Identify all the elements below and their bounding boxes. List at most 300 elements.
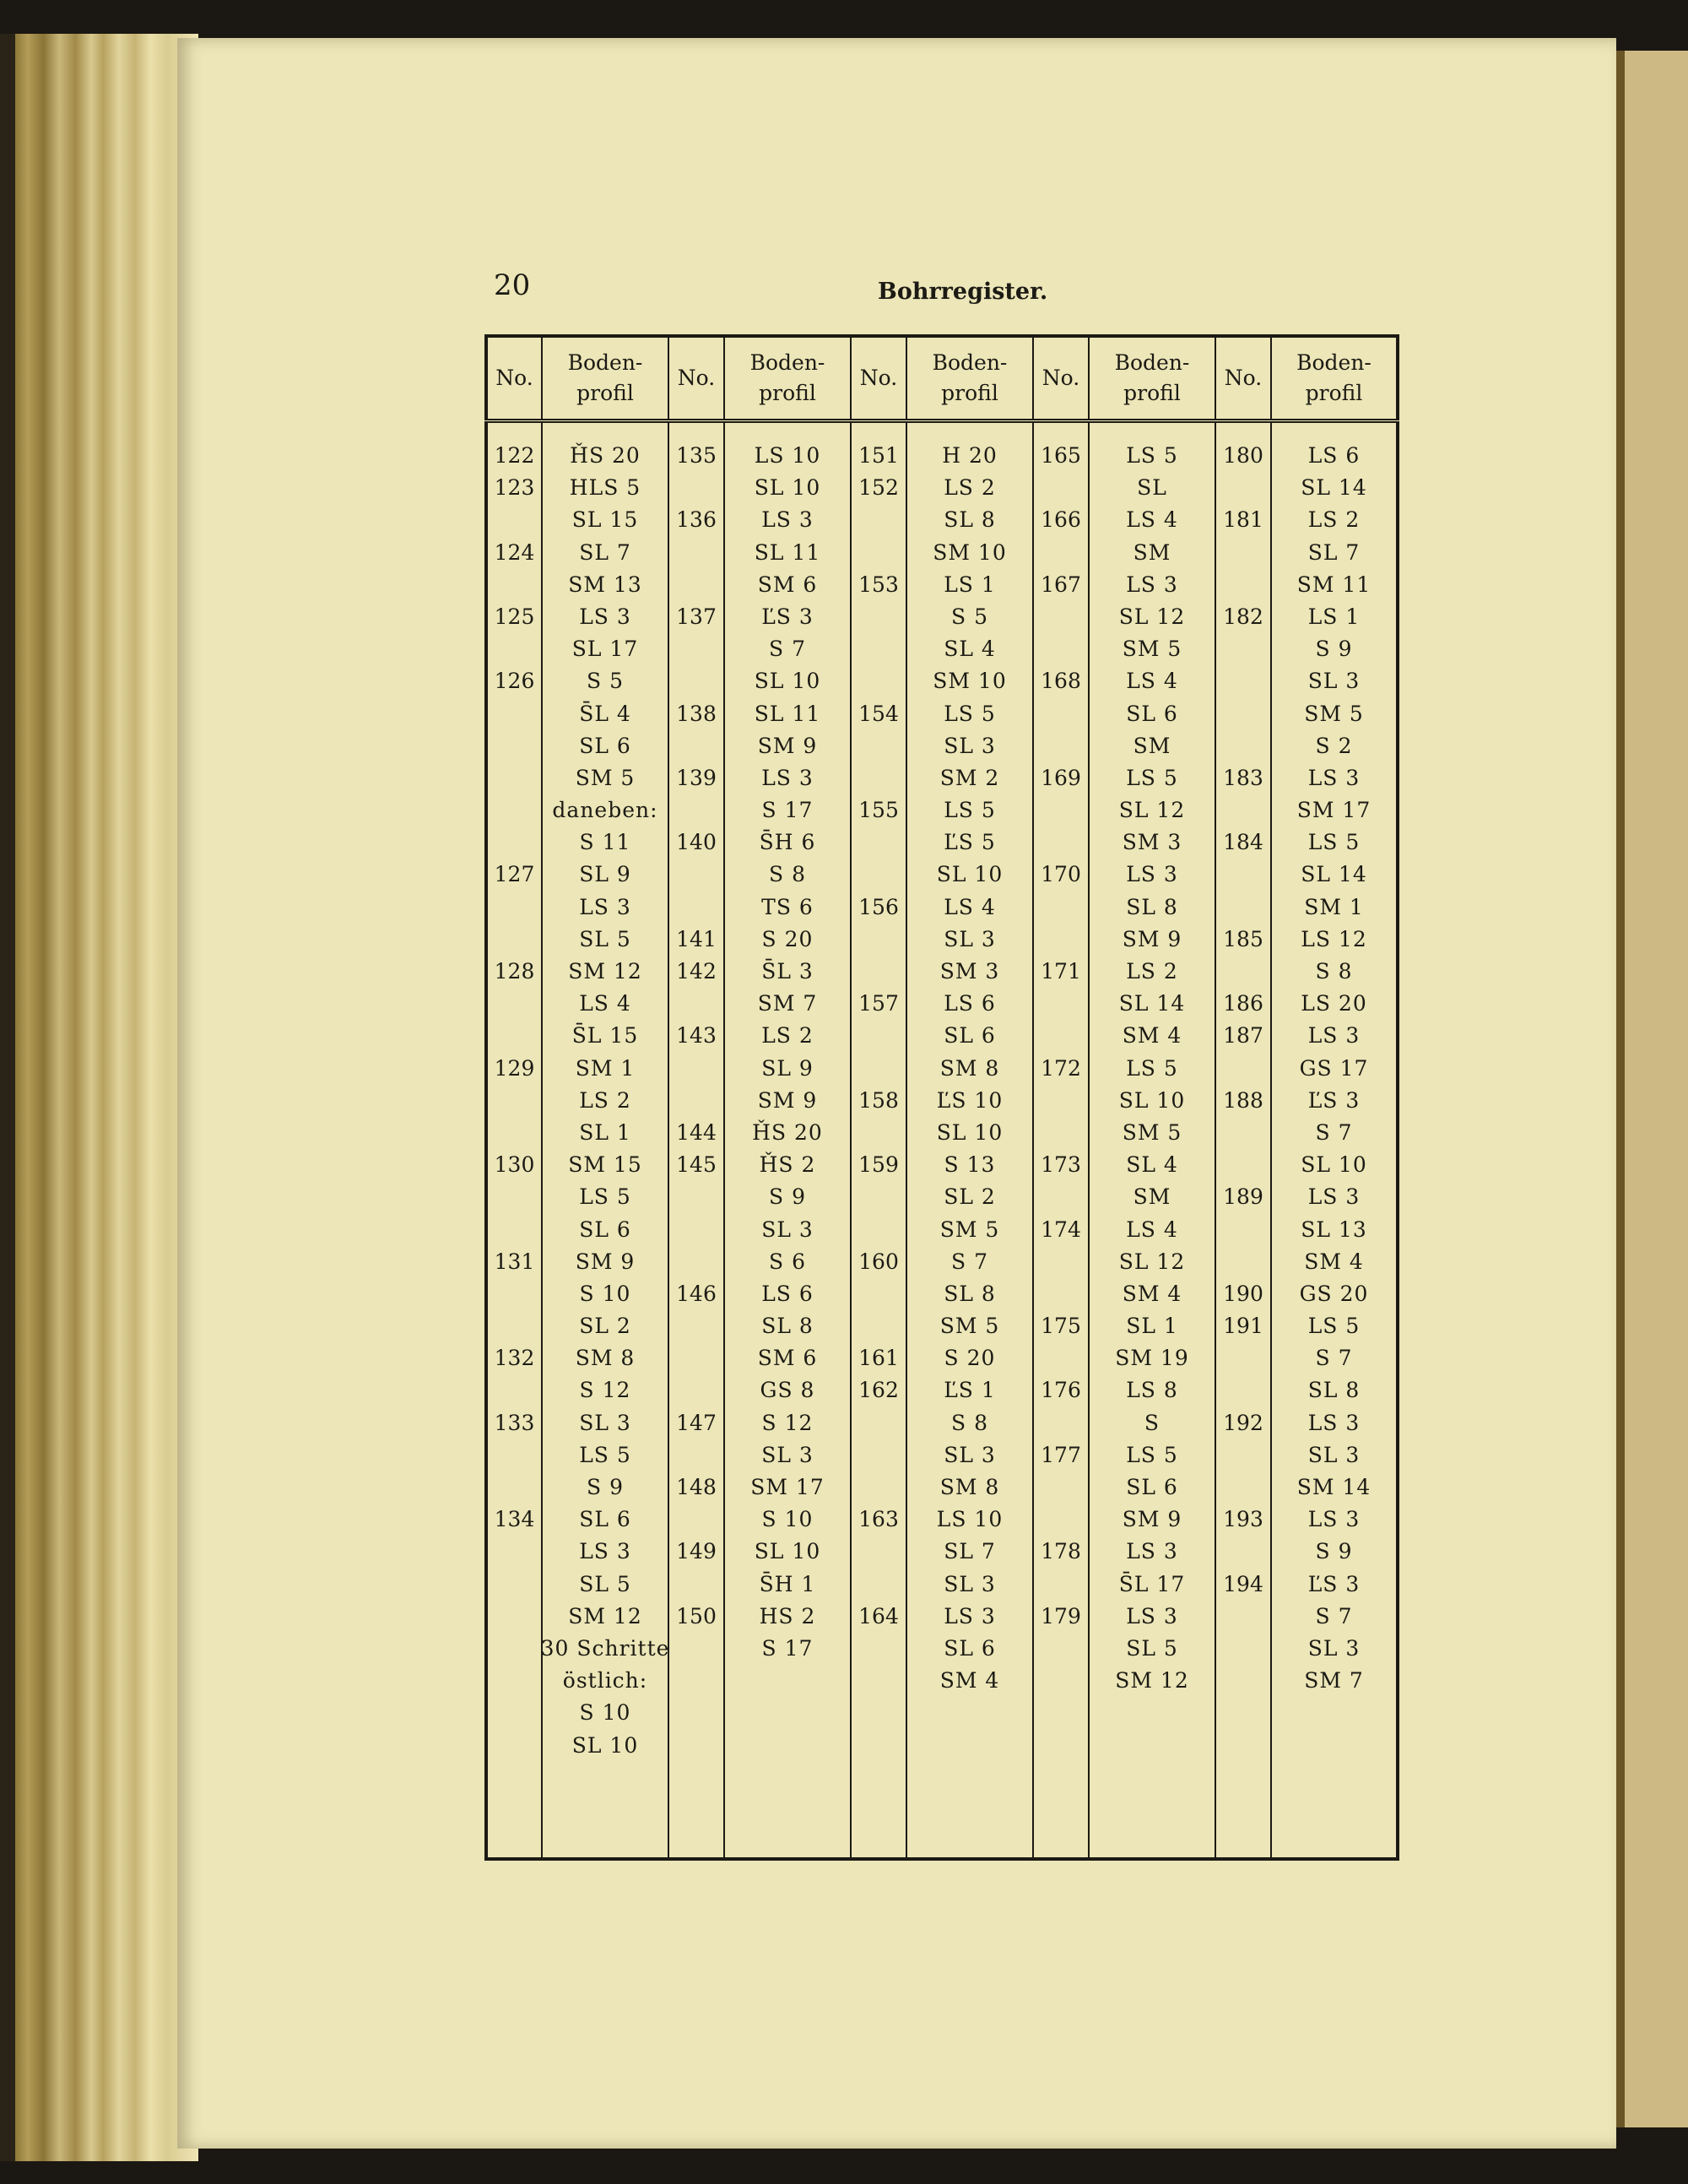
soil-profile-entry: GS 8 <box>760 1378 815 1403</box>
soil-profile-entry: SM 15 <box>568 1152 642 1178</box>
soil-profile-entry: östlich: <box>562 1668 648 1694</box>
soil-profile-entry: SL 8 <box>761 1314 814 1339</box>
boring-number: 132 <box>494 1346 535 1371</box>
boring-number: 143 <box>676 1023 717 1049</box>
boring-number: 153 <box>858 572 899 597</box>
boring-number: 125 <box>494 604 535 629</box>
header-bodenprofil-5: Boden- profil <box>1271 336 1398 421</box>
boring-number <box>1216 1214 1270 1246</box>
soil-profile-entry: LS 3 <box>761 507 814 533</box>
boring-number: 177 <box>1041 1442 1081 1467</box>
soil-profile-entry: S 12 <box>579 1378 631 1403</box>
boring-number <box>1034 601 1088 633</box>
soil-profile-entry: S 7 <box>1315 1346 1353 1371</box>
boring-number: 147 <box>676 1410 717 1435</box>
soil-profile-entry: SM 10 <box>933 539 1007 565</box>
boring-number <box>1216 730 1270 762</box>
soil-profile-entry: S 5 <box>951 604 988 629</box>
soil-profile-entry: S̄L 3 <box>761 959 814 984</box>
profil-column-5 <box>1271 421 1398 1860</box>
boring-number: 140 <box>676 830 717 855</box>
boring-number <box>1216 1053 1270 1085</box>
soil-profile-entry: S 7 <box>769 637 806 662</box>
boring-number: 148 <box>676 1475 717 1499</box>
soil-profile-entry: SL 8 <box>944 1281 996 1306</box>
boring-number <box>669 988 723 1020</box>
boring-number <box>852 1471 906 1504</box>
boring-number: 128 <box>494 959 535 984</box>
boring-number: 166 <box>1041 507 1081 533</box>
boring-number <box>488 762 541 794</box>
boring-number <box>1034 537 1088 569</box>
boring-number: 162 <box>858 1378 899 1403</box>
soil-profile-entry: SM <box>1133 1184 1171 1210</box>
soil-profile-entry: S 11 <box>579 830 631 855</box>
soil-profile-entry: SM 9 <box>1122 1507 1182 1532</box>
boring-number <box>852 730 906 762</box>
soil-profile-entry: S 7 <box>1315 1119 1353 1145</box>
boring-number: 129 <box>494 1055 535 1081</box>
soil-profile-entry: SL 10 <box>754 1539 821 1564</box>
boring-number <box>1216 698 1270 730</box>
soil-profile-entry: SL 5 <box>579 926 631 951</box>
boring-number <box>852 1665 906 1697</box>
boring-number: 176 <box>1041 1378 1081 1403</box>
soil-profile-entry: SL 3 <box>1307 1442 1361 1467</box>
boring-number: 171 <box>1041 959 1081 984</box>
soil-profile-entry: ĽS 1 <box>944 1378 996 1403</box>
boring-number <box>852 1633 906 1665</box>
page-number: 20 <box>494 268 531 302</box>
boring-number: 161 <box>858 1346 899 1371</box>
boring-number <box>488 1117 541 1149</box>
soil-profile-entry: SL 10 <box>936 1119 1004 1145</box>
boring-number: 151 <box>858 443 899 468</box>
soil-profile-entry: S̄H 6 <box>759 830 816 855</box>
boring-number <box>488 924 541 956</box>
header-bodenprofil-1: Boden- profil <box>542 336 668 421</box>
boring-number <box>669 1633 723 1665</box>
soil-profile-entry: SM 12 <box>568 1603 642 1629</box>
soil-profile-entry: SM 4 <box>1122 1023 1182 1049</box>
soil-profile-entry: ĽS 10 <box>936 1087 1004 1113</box>
boring-number <box>1034 1504 1088 1536</box>
boring-number <box>488 1471 541 1504</box>
soil-profile-entry: SM 4 <box>1304 1249 1364 1274</box>
soil-profile-entry: LS 5 <box>1307 830 1361 855</box>
soil-profile-entry: SM 7 <box>757 991 818 1016</box>
no-column-4 <box>1033 421 1089 1860</box>
soil-profile-entry: SL 3 <box>579 1410 631 1435</box>
soil-profile-entry: LS 4 <box>1126 1217 1178 1242</box>
soil-profile-entry: LS 3 <box>579 604 631 629</box>
soil-profile-entry: SM 7 <box>1304 1668 1364 1694</box>
boring-number: 160 <box>858 1249 899 1274</box>
soil-profile-entry: GS 20 <box>1299 1281 1369 1306</box>
soil-profile-entry: S̄L 17 <box>1118 1571 1186 1596</box>
boring-number <box>488 1085 541 1117</box>
boring-number: 145 <box>676 1152 717 1178</box>
soil-profile-entry: LS 2 <box>944 475 996 501</box>
boring-number <box>669 1053 723 1085</box>
soil-profile-entry: SM 8 <box>575 1346 636 1371</box>
boring-number <box>669 569 723 601</box>
boring-number: 146 <box>676 1281 717 1306</box>
boring-number: 127 <box>494 862 535 887</box>
soil-profile-entry: SL 3 <box>944 1571 996 1596</box>
boring-number: 126 <box>494 669 535 694</box>
soil-profile-entry: LS 10 <box>936 1507 1004 1532</box>
soil-profile-entry: S 10 <box>579 1700 631 1726</box>
soil-profile-entry: SL 8 <box>1307 1378 1361 1403</box>
soil-profile-entry: SL 14 <box>1118 991 1186 1016</box>
no-column-5 <box>1215 421 1271 1860</box>
soil-profile-entry: LS 3 <box>944 1603 996 1629</box>
boring-number <box>852 859 906 891</box>
soil-profile-entry: LS 3 <box>1307 1023 1361 1049</box>
boring-number <box>1216 1117 1270 1149</box>
soil-profile-entry: S 20 <box>944 1346 996 1371</box>
boring-number <box>852 633 906 665</box>
boring-number: 136 <box>676 507 717 533</box>
boring-number <box>1216 1471 1270 1504</box>
soil-profile-entry: TS 6 <box>761 894 814 919</box>
boring-number: 187 <box>1223 1023 1263 1049</box>
soil-profile-entry: SM 12 <box>568 959 642 984</box>
soil-profile-entry: LS 2 <box>761 1023 814 1049</box>
boring-number: 181 <box>1223 507 1263 533</box>
boring-number: 193 <box>1223 1507 1263 1532</box>
soil-profile-entry: SL 7 <box>1307 539 1361 565</box>
soil-profile-entry: LS 3 <box>1307 765 1361 790</box>
soil-profile-entry: SM 17 <box>1296 798 1372 823</box>
soil-profile-entry: LS 4 <box>579 991 631 1016</box>
soil-profile-entry: LS 3 <box>1126 1603 1178 1629</box>
soil-profile-entry: S 9 <box>587 1475 624 1499</box>
boring-number <box>488 1697 541 1729</box>
header-no-4: No. <box>1033 336 1089 421</box>
soil-profile-entry: SL 2 <box>944 1184 996 1210</box>
soil-profile-entry: ĽS 3 <box>761 604 814 629</box>
soil-profile-entry: LS 1 <box>1307 604 1361 629</box>
boring-number <box>852 1407 906 1439</box>
boring-number <box>488 1569 541 1601</box>
boring-number: 139 <box>676 765 717 790</box>
boring-number <box>852 601 906 633</box>
soil-profile-entry: H 20 <box>942 443 998 468</box>
boring-number <box>1034 1246 1088 1278</box>
soil-profile-entry: SL 3 <box>944 926 996 951</box>
soil-profile-entry: SM 12 <box>1115 1668 1189 1694</box>
boring-number: 134 <box>494 1507 535 1532</box>
soil-profile-entry: SL 10 <box>571 1732 639 1758</box>
boring-number: 180 <box>1223 443 1263 468</box>
soil-profile-entry: SM 5 <box>1304 701 1364 726</box>
boring-number <box>1034 698 1088 730</box>
header-no-5: No. <box>1215 336 1271 421</box>
soil-profile-entry: S <box>1144 1410 1160 1435</box>
boring-number: 149 <box>676 1539 717 1564</box>
soil-profile-entry: SM 9 <box>757 1087 818 1113</box>
boring-number <box>488 1020 541 1052</box>
soil-profile-entry: SL 6 <box>944 1635 996 1661</box>
boring-number <box>669 665 723 697</box>
boring-number <box>1034 794 1088 826</box>
soil-profile-entry: SL 9 <box>761 1055 814 1081</box>
boring-number <box>852 537 906 569</box>
soil-profile-entry: LS 5 <box>1126 443 1178 468</box>
boring-number: 142 <box>676 959 717 984</box>
soil-profile-entry: SM 8 <box>939 1475 1000 1499</box>
boring-number: 190 <box>1223 1281 1263 1306</box>
boring-number <box>1034 826 1088 859</box>
boring-number <box>1034 1181 1088 1213</box>
soil-profile-entry: SL 6 <box>1126 1475 1178 1499</box>
boring-number <box>1034 1569 1088 1601</box>
boring-number: 124 <box>494 539 535 565</box>
boring-number <box>1034 988 1088 1020</box>
boring-number <box>1216 537 1270 569</box>
boring-number <box>1034 730 1088 762</box>
soil-profile-entry: SL 10 <box>1301 1152 1367 1178</box>
boring-number <box>1034 1085 1088 1117</box>
soil-profile-entry: HS 2 <box>759 1603 816 1629</box>
soil-profile-entry: SL 15 <box>571 507 639 533</box>
boring-number <box>852 504 906 536</box>
soil-profile-entry: SM 3 <box>939 959 1000 984</box>
soil-profile-entry: SM 3 <box>1122 830 1182 855</box>
boring-number: 168 <box>1041 669 1081 694</box>
header-no-1: No. <box>486 336 542 421</box>
soil-profile-entry: SL 5 <box>1126 1635 1178 1661</box>
boring-number: 174 <box>1041 1217 1081 1242</box>
soil-profile-entry: SM 19 <box>1115 1346 1189 1371</box>
soil-profile-entry: SL 17 <box>571 637 639 662</box>
header-bodenprofil-3: Boden- profil <box>906 336 1033 421</box>
boring-number: 189 <box>1223 1184 1263 1210</box>
boring-number <box>852 1536 906 1568</box>
soil-profile-entry: S 10 <box>579 1281 631 1306</box>
no-column-2 <box>668 421 724 1860</box>
boring-number: 167 <box>1041 572 1081 597</box>
boring-number: 141 <box>676 926 717 951</box>
boring-number <box>1216 956 1270 988</box>
boring-number: 194 <box>1223 1571 1263 1596</box>
boring-number: 192 <box>1223 1410 1263 1435</box>
soil-profile-entry: SL 3 <box>761 1217 814 1242</box>
bohrregister-table <box>484 334 1399 1861</box>
soil-profile-entry: SM 4 <box>1122 1281 1182 1306</box>
soil-profile-entry: SL 6 <box>579 733 631 758</box>
soil-profile-entry: SM 9 <box>575 1249 636 1274</box>
boring-number: 131 <box>494 1249 535 1274</box>
soil-profile-entry: SL 7 <box>579 539 631 565</box>
soil-profile-entry: S 8 <box>769 862 806 887</box>
soil-profile-entry: SL 3 <box>761 1442 814 1467</box>
boring-number <box>488 1214 541 1246</box>
soil-profile-entry: SL 10 <box>1118 1087 1186 1113</box>
soil-profile-entry: SM <box>1133 539 1171 565</box>
boring-number <box>1216 665 1270 697</box>
soil-profile-entry: SL 8 <box>1126 894 1178 919</box>
soil-profile-entry: SM 5 <box>1122 1119 1182 1145</box>
boring-number <box>488 1374 541 1406</box>
no-column-3 <box>851 421 906 1860</box>
boring-number <box>1216 1601 1270 1633</box>
soil-profile-entry: LS 20 <box>1301 991 1367 1016</box>
boring-number <box>1034 1471 1088 1504</box>
soil-profile-entry: ȞS 2 <box>759 1152 816 1178</box>
boring-number <box>488 730 541 762</box>
soil-profile-entry: LS 12 <box>1301 926 1367 951</box>
soil-profile-entry: SL 11 <box>754 539 821 565</box>
boring-number: 123 <box>494 475 535 501</box>
soil-profile-entry: S 13 <box>944 1152 996 1178</box>
boring-number: 165 <box>1041 443 1081 468</box>
boring-number: 179 <box>1041 1603 1081 1629</box>
boring-number <box>488 891 541 924</box>
header-no-3: No. <box>851 336 906 421</box>
boring-number <box>669 730 723 762</box>
soil-profile-entry: SM 5 <box>575 765 636 790</box>
soil-profile-entry: SM 1 <box>575 1055 636 1081</box>
boring-number <box>1216 1149 1270 1181</box>
boring-number: 135 <box>676 443 717 468</box>
soil-profile-entry: SM 1 <box>1304 894 1364 919</box>
boring-number: 186 <box>1223 991 1263 1016</box>
soil-profile-entry: S 17 <box>761 798 814 823</box>
soil-profile-entry: SM 13 <box>568 572 642 597</box>
boring-number <box>669 1504 723 1536</box>
boring-number <box>1216 1342 1270 1374</box>
soil-profile-entry: ĽS 3 <box>1307 1571 1361 1596</box>
soil-profile-entry: SL 12 <box>1118 798 1186 823</box>
header-bodenprofil-2: Boden- profil <box>724 336 851 421</box>
soil-profile-entry: LS 3 <box>1126 862 1178 887</box>
boring-number <box>1034 1665 1088 1697</box>
table-body-row <box>486 421 1398 1860</box>
book-spine <box>0 34 15 2161</box>
soil-profile-entry: ĽS 5 <box>944 830 996 855</box>
soil-profile-entry: LS 2 <box>1126 959 1178 984</box>
boring-number <box>1216 1246 1270 1278</box>
boring-number <box>669 859 723 891</box>
profil-column-4 <box>1089 421 1215 1860</box>
soil-profile-entry: S 9 <box>769 1184 806 1210</box>
soil-profile-entry: S 6 <box>769 1249 806 1274</box>
boring-number <box>488 1278 541 1310</box>
boring-number <box>1034 472 1088 504</box>
soil-profile-entry: SM 5 <box>939 1314 1000 1339</box>
boring-number: 184 <box>1223 830 1263 855</box>
soil-profile-entry: SM 5 <box>939 1217 1000 1242</box>
soil-profile-entry: S̄L 4 <box>579 701 631 726</box>
soil-profile-entry: SM 8 <box>939 1055 1000 1081</box>
soil-profile-entry: LS 5 <box>944 798 996 823</box>
soil-profile-entry: LS 4 <box>944 894 996 919</box>
soil-profile-entry: LS 3 <box>1307 1184 1361 1210</box>
soil-profile-entry: LS 3 <box>579 894 631 919</box>
boring-number: 130 <box>494 1152 535 1178</box>
soil-profile-entry: SL 6 <box>579 1507 631 1532</box>
header-no-2: No. <box>668 336 724 421</box>
boring-number <box>488 1439 541 1471</box>
page-title: Bohrregister. <box>878 279 1048 305</box>
boring-number <box>1216 794 1270 826</box>
boring-number <box>852 665 906 697</box>
boring-number: 188 <box>1223 1087 1263 1113</box>
boring-number <box>669 1342 723 1374</box>
soil-profile-entry: S 9 <box>1315 637 1353 662</box>
soil-profile-entry: S̄H 1 <box>759 1571 816 1596</box>
soil-profile-entry: SL 8 <box>944 507 996 533</box>
boring-number: 173 <box>1041 1152 1081 1178</box>
boring-number <box>669 1214 723 1246</box>
boring-number <box>1216 633 1270 665</box>
soil-profile-entry: LS 2 <box>579 1087 631 1113</box>
boring-number <box>1034 1117 1088 1149</box>
boring-number <box>488 1536 541 1568</box>
boring-number <box>1034 1278 1088 1310</box>
boring-number: 163 <box>858 1507 899 1532</box>
soil-profile-entry: 30 Schritte <box>540 1635 670 1661</box>
boring-number: 152 <box>858 475 899 501</box>
boring-number <box>669 1569 723 1601</box>
soil-profile-entry: S 10 <box>761 1507 814 1532</box>
soil-profile-entry: S 20 <box>761 926 814 951</box>
soil-profile-entry: SM <box>1133 733 1171 758</box>
boring-number: 122 <box>494 443 535 468</box>
boring-number <box>669 1439 723 1471</box>
boring-number <box>1216 1665 1270 1697</box>
soil-profile-entry: GS 17 <box>1299 1055 1369 1081</box>
boring-number <box>852 1117 906 1149</box>
boring-number <box>852 1310 906 1342</box>
soil-profile-entry: SL 11 <box>754 701 821 726</box>
soil-profile-entry: SM 9 <box>1122 926 1182 951</box>
soil-profile-entry: SL 14 <box>1301 475 1367 501</box>
boring-number: 182 <box>1223 604 1263 629</box>
soil-profile-entry: S 17 <box>761 1635 814 1661</box>
boring-number <box>488 1633 541 1665</box>
soil-profile-entry: S̄L 15 <box>571 1023 639 1049</box>
boring-number <box>1216 1374 1270 1406</box>
boring-number <box>488 504 541 536</box>
boring-number <box>852 1439 906 1471</box>
soil-profile-entry: SL 3 <box>1307 669 1361 694</box>
soil-profile-entry: S 5 <box>587 669 624 694</box>
boring-number <box>852 1569 906 1601</box>
soil-profile-entry: LS 5 <box>1126 1442 1178 1467</box>
boring-number <box>669 1665 723 1697</box>
soil-profile-entry: daneben: <box>552 798 658 823</box>
soil-profile-entry: SL 3 <box>1307 1635 1361 1661</box>
boring-number <box>1216 569 1270 601</box>
boring-number <box>852 1020 906 1052</box>
table-header-row <box>486 336 1398 421</box>
soil-profile-entry: LS 6 <box>761 1281 814 1306</box>
boring-number <box>1034 1633 1088 1665</box>
boring-number <box>1216 1633 1270 1665</box>
soil-profile-entry: SM 2 <box>939 765 1000 790</box>
boring-number: 191 <box>1223 1314 1263 1339</box>
soil-profile-entry: LS 5 <box>1126 765 1178 790</box>
soil-profile-entry: SM 17 <box>750 1475 825 1499</box>
boring-number <box>488 988 541 1020</box>
boring-number <box>1216 1536 1270 1568</box>
boring-number: 137 <box>676 604 717 629</box>
soil-profile-entry: S 7 <box>951 1249 988 1274</box>
